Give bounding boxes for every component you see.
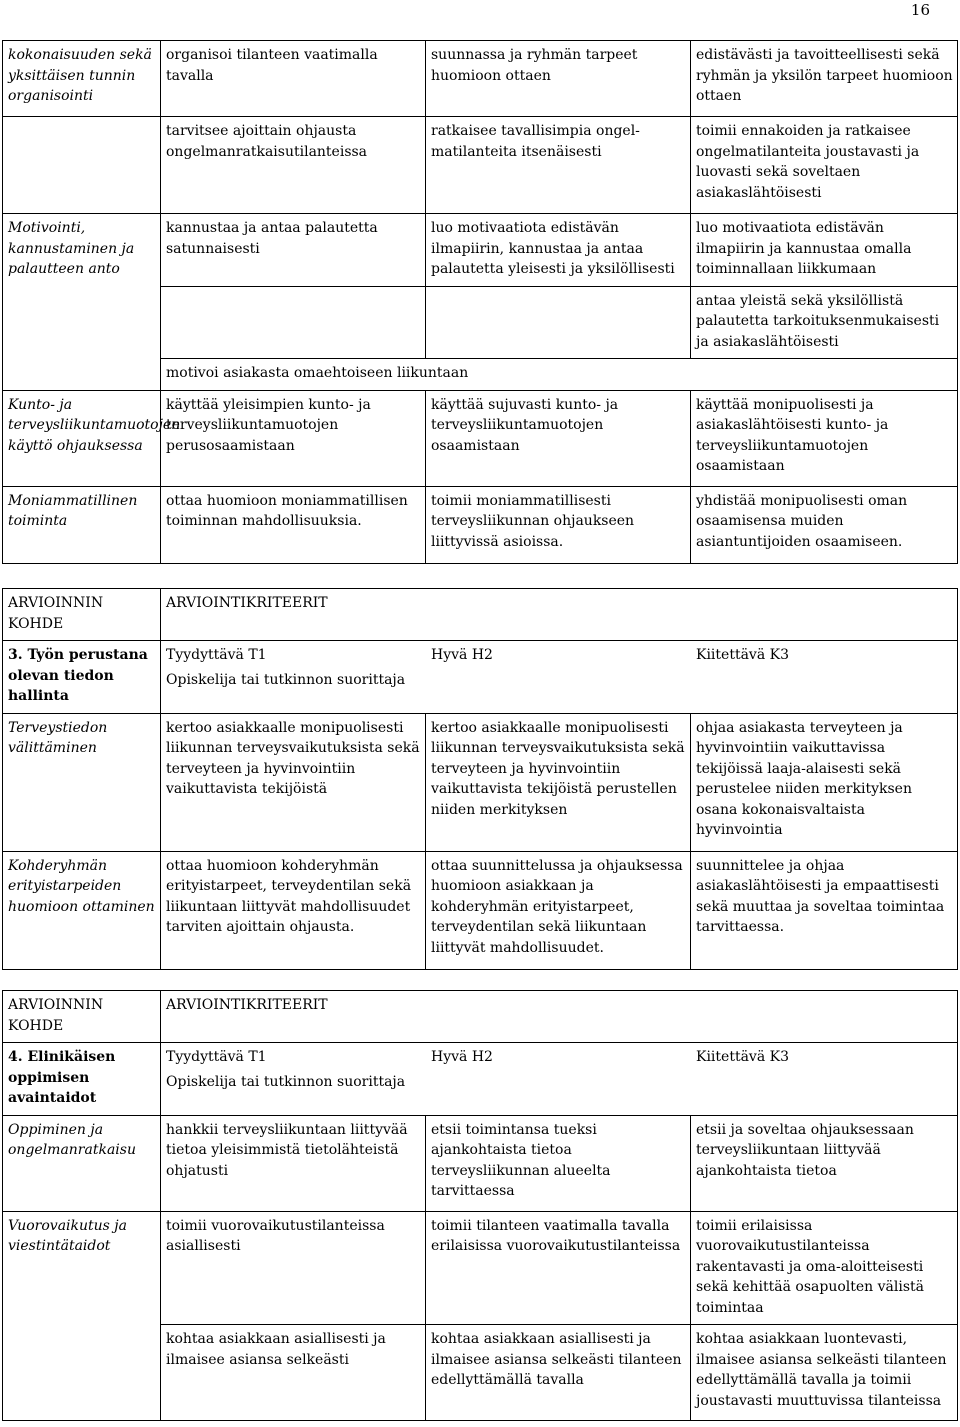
criterion-k3: antaa yleistä sekä yksilöllistä palautetta tarkoituksenmukaisesti ja asiakaslähtöisesti: [691, 286, 958, 359]
criteria-table-continued: [2, 40, 958, 564]
row-label: Motivointi, kannustaminen ja palautteen anto: [3, 214, 161, 391]
table-row: [3, 1115, 958, 1211]
criterion-t1: ottaa huomioon kohderyhmän erityistarpeet, terveydentilan sekä liikuntaan liittyvät mahdollisuudet tarviten ajoittain ohjausta.: [161, 851, 426, 969]
table-row: [3, 390, 958, 486]
criteria-table-lifelong-learning: [2, 990, 958, 1421]
level-row: [3, 1043, 958, 1116]
criterion-h2: toimii tilanteen vaatimalla tavalla erilaisissa vuorovaikutustilanteissa: [426, 1211, 691, 1325]
criterion-t1: kohtaa asiakkaan asiallisesti ja ilmaisee asiansa selkeästi: [161, 1325, 426, 1421]
criterion-h2: etsii toimintansa tueksi ajankohtaista tietoa terveysliikunnan alueelta tarvittaessa: [426, 1115, 691, 1211]
criterion-k3: kohtaa asiakkaan luontevasti, ilmaisee asiansa selkeästi tilanteen edellyttämällä tavalla ja toimii joustavasti muuttuvissa tilanteissa: [691, 1325, 958, 1421]
table-row: [3, 214, 958, 287]
criteria-table-knowledge: [2, 588, 958, 970]
criterion-h2: käyttää sujuvasti kunto- ja terveysliikuntamuotojen osaamistaan: [426, 390, 691, 486]
table-row: [3, 486, 958, 563]
level-k3: Kiitettävä K3: [696, 1049, 789, 1065]
row-label: Kunto- ja terveysliikuntamuotojen käyttö ohjauksessa: [3, 390, 161, 486]
criterion-k3: ohjaa asiakasta terveyteen ja hyvinvointiin vaikuttavissa tekijöissä laaja-alaisesti sekä perustelee niiden merkityksen osana kokonaisvaltaista hyvinvointia: [691, 713, 958, 851]
table-row: [3, 1211, 958, 1325]
row-label: Oppiminen ja ongelmanratkaisu: [3, 1115, 161, 1211]
criterion-t1: hankkii terveysliikuntaan liittyvää tietoa yleisimmistä tietolähteistä ohjatusti: [161, 1115, 426, 1211]
row-label: Vuorovaikutus ja viestintätaidot: [3, 1211, 161, 1421]
criterion-t1: kannustaa ja antaa palautetta satunnaisesti: [161, 214, 426, 287]
level-t1: Tyydyttävä T1: [166, 647, 267, 663]
criterion-h2: kohtaa asiakkaan asiallisesti ja ilmaisee asiansa selkeästi tilanteen edellyttämällä tavalla: [426, 1325, 691, 1421]
row-label: Terveystiedon välittäminen: [3, 713, 161, 851]
section-title: 3. Työn perustana olevan tiedon hallinta: [3, 641, 161, 714]
criterion-h2: suunnassa ja ryhmän tarpeet huomioon ottaen: [426, 41, 691, 117]
criterion-t1: ottaa huomioon moniammatillisen toiminnan mahdollisuuksia.: [161, 486, 426, 563]
criterion-t1: kertoo asiakkaalle monipuolisesti liikunnan terveysvaikutuksista sekä terveyteen ja hyvinvointiin vaikuttavista tekijöistä: [161, 713, 426, 851]
criterion-h2: toimii moniammatillisesti terveysliikunnan ohjaukseen liittyvissä asioissa.: [426, 486, 691, 563]
criterion-h2: ratkaisee tavallisimpia ongel-matilanteita itsenäisesti: [426, 117, 691, 214]
table-row: [3, 713, 958, 851]
level-h2: Hyvä H2: [431, 1049, 493, 1065]
criterion-h2: kertoo asiakkaalle monipuolisesti liikunnan terveysvaikutuksista sekä terveyteen ja hyvinvointiin vaikuttavista tekijöistä perustellen niiden merkityksen: [426, 713, 691, 851]
assessment-target-header: ARVIOINNIN KOHDE: [3, 991, 161, 1043]
table-row: [3, 851, 958, 969]
row-label: kokonaisuuden sekä yksittäisen tunnin organisointi: [3, 41, 161, 117]
header-row: [3, 589, 958, 641]
header-row: [3, 991, 958, 1043]
subject-label: Opiskelija tai tutkinnon suorittaja: [166, 671, 406, 688]
criterion-t1: [161, 286, 426, 359]
row-label: [3, 117, 161, 214]
criterion-k3: toimii ennakoiden ja ratkaisee ongelmatilanteita joustavasti ja luovasti sekä soveltaen asiakaslähtöisesti: [691, 117, 958, 214]
section-title: 4. Elinikäisen oppimisen avaintaidot: [3, 1043, 161, 1116]
criterion-k3: edistävästi ja tavoitteellisesti sekä ryhmän ja yksilön tarpeet huomioon ottaen: [691, 41, 958, 117]
level-t1: Tyydyttävä T1: [166, 1049, 267, 1065]
table-row: [3, 41, 958, 117]
criterion-h2: [426, 286, 691, 359]
criterion-k3: toimii erilaisissa vuorovaikutustilanteissa rakentavasti ja oma-aloitteisesti sekä kehittää osapuolten välistä toimintaa: [691, 1211, 958, 1325]
criteria-header: ARVIOINTIKRITEERIT: [161, 991, 958, 1043]
level-k3: Kiitettävä K3: [696, 647, 789, 663]
criterion-k3: suunnittelee ja ohjaa asiakaslähtöisesti ja empaattisesti sekä muuttaa ja soveltaa toimintaa tarvittaessa.: [691, 851, 958, 969]
assessment-target-header: ARVIOINNIN KOHDE: [3, 589, 161, 641]
level-cell: [161, 1043, 958, 1116]
criterion-k3: luo motivaatiota edistävän ilmapiirin ja kannustaa omalla toiminnallaan liikkumaan: [691, 214, 958, 287]
subject-label: Opiskelija tai tutkinnon suorittaja: [166, 1073, 406, 1090]
criterion-t1-wide: motivoi asiakasta omaehtoiseen liikuntaan: [161, 359, 958, 391]
criterion-h2: ottaa suunnittelussa ja ohjauksessa huomioon asiakkaan ja kohderyhmän erityistarpeet, terveydentilan sekä liikuntaan liittyvät mahdollisuudet.: [426, 851, 691, 969]
criterion-k3: käyttää monipuolisesti ja asiakaslähtöisesti kunto- ja terveysliikuntamuotojen osaamistaan: [691, 390, 958, 486]
criterion-t1: organisoi tilanteen vaatimalla tavalla: [161, 41, 426, 117]
criterion-t1: toimii vuorovaikutustilanteissa asiallisesti: [161, 1211, 426, 1325]
level-h2: Hyvä H2: [431, 647, 493, 663]
criterion-t1: käyttää yleisimpien kunto- ja terveysliikuntamuotojen perusosaamistaan: [161, 390, 426, 486]
criterion-h2: luo motivaatiota edistävän ilmapiirin, kannustaa ja antaa palautetta yleisesti ja yksilöllisesti: [426, 214, 691, 287]
criterion-k3: yhdistää monipuolisesti oman osaamisensa muiden asiantuntijoiden osaamiseen.: [691, 486, 958, 563]
level-row: [3, 641, 958, 714]
criterion-t1: tarvitsee ajoittain ohjausta ongelmanratkaisutilanteissa: [161, 117, 426, 214]
criterion-k3: etsii ja soveltaa ohjauksessaan terveysliikuntaan liittyvää ajankohtaista tietoa: [691, 1115, 958, 1211]
row-label: Moniammatillinen toiminta: [3, 486, 161, 563]
row-label: Kohderyhmän erityistarpeiden huomioon ottaminen: [3, 851, 161, 969]
criteria-header: ARVIOINTIKRITEERIT: [161, 589, 958, 641]
level-cell: [161, 641, 958, 714]
page-number: 16: [910, 1, 930, 19]
table-row: [3, 117, 958, 214]
